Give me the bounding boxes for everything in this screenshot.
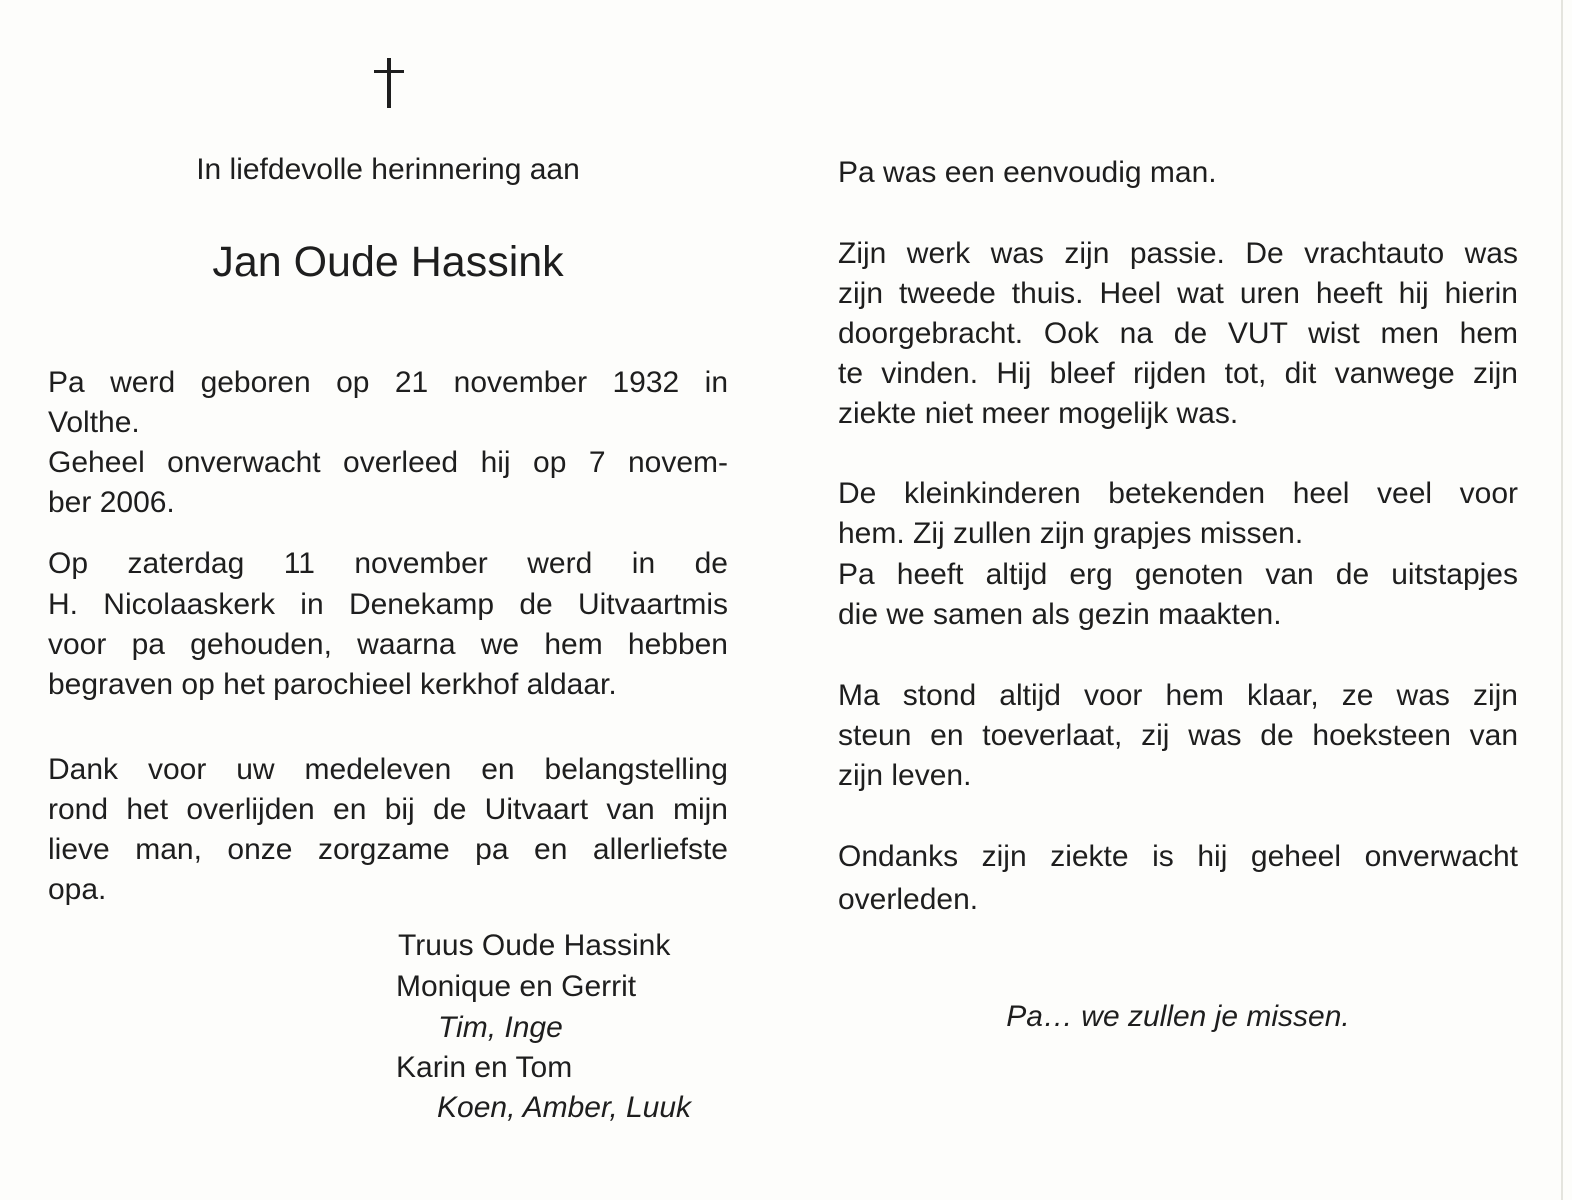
death-line: Geheel onverwacht overleed hij op 7 novem-: [48, 446, 728, 479]
right-text-line: Ondanks zijn ziekte is hij geheel onverwacht: [838, 840, 1518, 873]
birth-line: Pa werd geboren op 21 november 1932 in: [48, 366, 728, 399]
right-text-line: overleden.: [838, 883, 979, 916]
funeral-line: voor pa gehouden, waarna we hem hebben: [48, 628, 728, 661]
signature: Karin en Tom: [396, 1051, 573, 1084]
thanks-line: rond het overlijden en bij de Uitvaart van mijn: [48, 793, 728, 826]
right-text-line: zijn tweede thuis. Heel wat uren heeft hij hierin: [838, 277, 1518, 310]
funeral-line: Op zaterdag 11 november werd in de: [48, 547, 728, 580]
right-text-line: Pa was een eenvoudig man.: [838, 156, 1217, 189]
right-text-line: Zijn werk was zijn passie. De vrachtauto was: [838, 237, 1518, 270]
death-line: ber 2006.: [48, 486, 175, 519]
right-text-line: Pa heeft altijd erg genoten van de uitstapjes: [838, 558, 1518, 591]
intro-text: In liefdevolle herinnering aan: [196, 153, 580, 186]
funeral-line: begraven op het parochieel kerkhof aldaar.: [48, 668, 617, 701]
right-text-line: steun en toeverlaat, zij was de hoeksteen van: [838, 719, 1518, 752]
card-edge: [1561, 0, 1563, 1200]
cross-icon: [374, 58, 404, 110]
right-text-line: doorgebracht. Ook na de VUT wist men hem: [838, 317, 1518, 350]
thanks-line: lieve man, onze zorgzame pa en allerliefste: [48, 833, 728, 866]
signature: Truus Oude Hassink: [398, 929, 671, 962]
deceased-name: Jan Oude Hassink: [212, 238, 564, 286]
closing-line: Pa… we zullen je missen.: [1006, 1000, 1350, 1033]
thanks-line: opa.: [48, 873, 107, 906]
signature-grandchildren: Koen, Amber, Luuk: [437, 1091, 692, 1124]
funeral-line: H. Nicolaaskerk in Denekamp de Uitvaartmis: [48, 588, 728, 621]
right-text-line: zijn leven.: [838, 759, 972, 792]
right-text-line: ziekte niet meer mogelijk was.: [838, 397, 1239, 430]
right-text-line: De kleinkinderen betekenden heel veel voor: [838, 477, 1518, 510]
signature: Monique en Gerrit: [396, 970, 637, 1003]
birth-line: Volthe.: [48, 406, 140, 439]
right-text-line: te vinden. Hij bleef rijden tot, dit vanwege zijn: [838, 357, 1518, 390]
right-text-line: Ma stond altijd voor hem klaar, ze was zijn: [838, 679, 1518, 712]
right-text-line: hem. Zij zullen zijn grapjes missen.: [838, 517, 1304, 550]
right-text-line: die we samen als gezin maakten.: [838, 598, 1282, 631]
signature-grandchildren: Tim, Inge: [438, 1011, 563, 1044]
thanks-line: Dank voor uw medeleven en belangstelling: [48, 753, 728, 786]
